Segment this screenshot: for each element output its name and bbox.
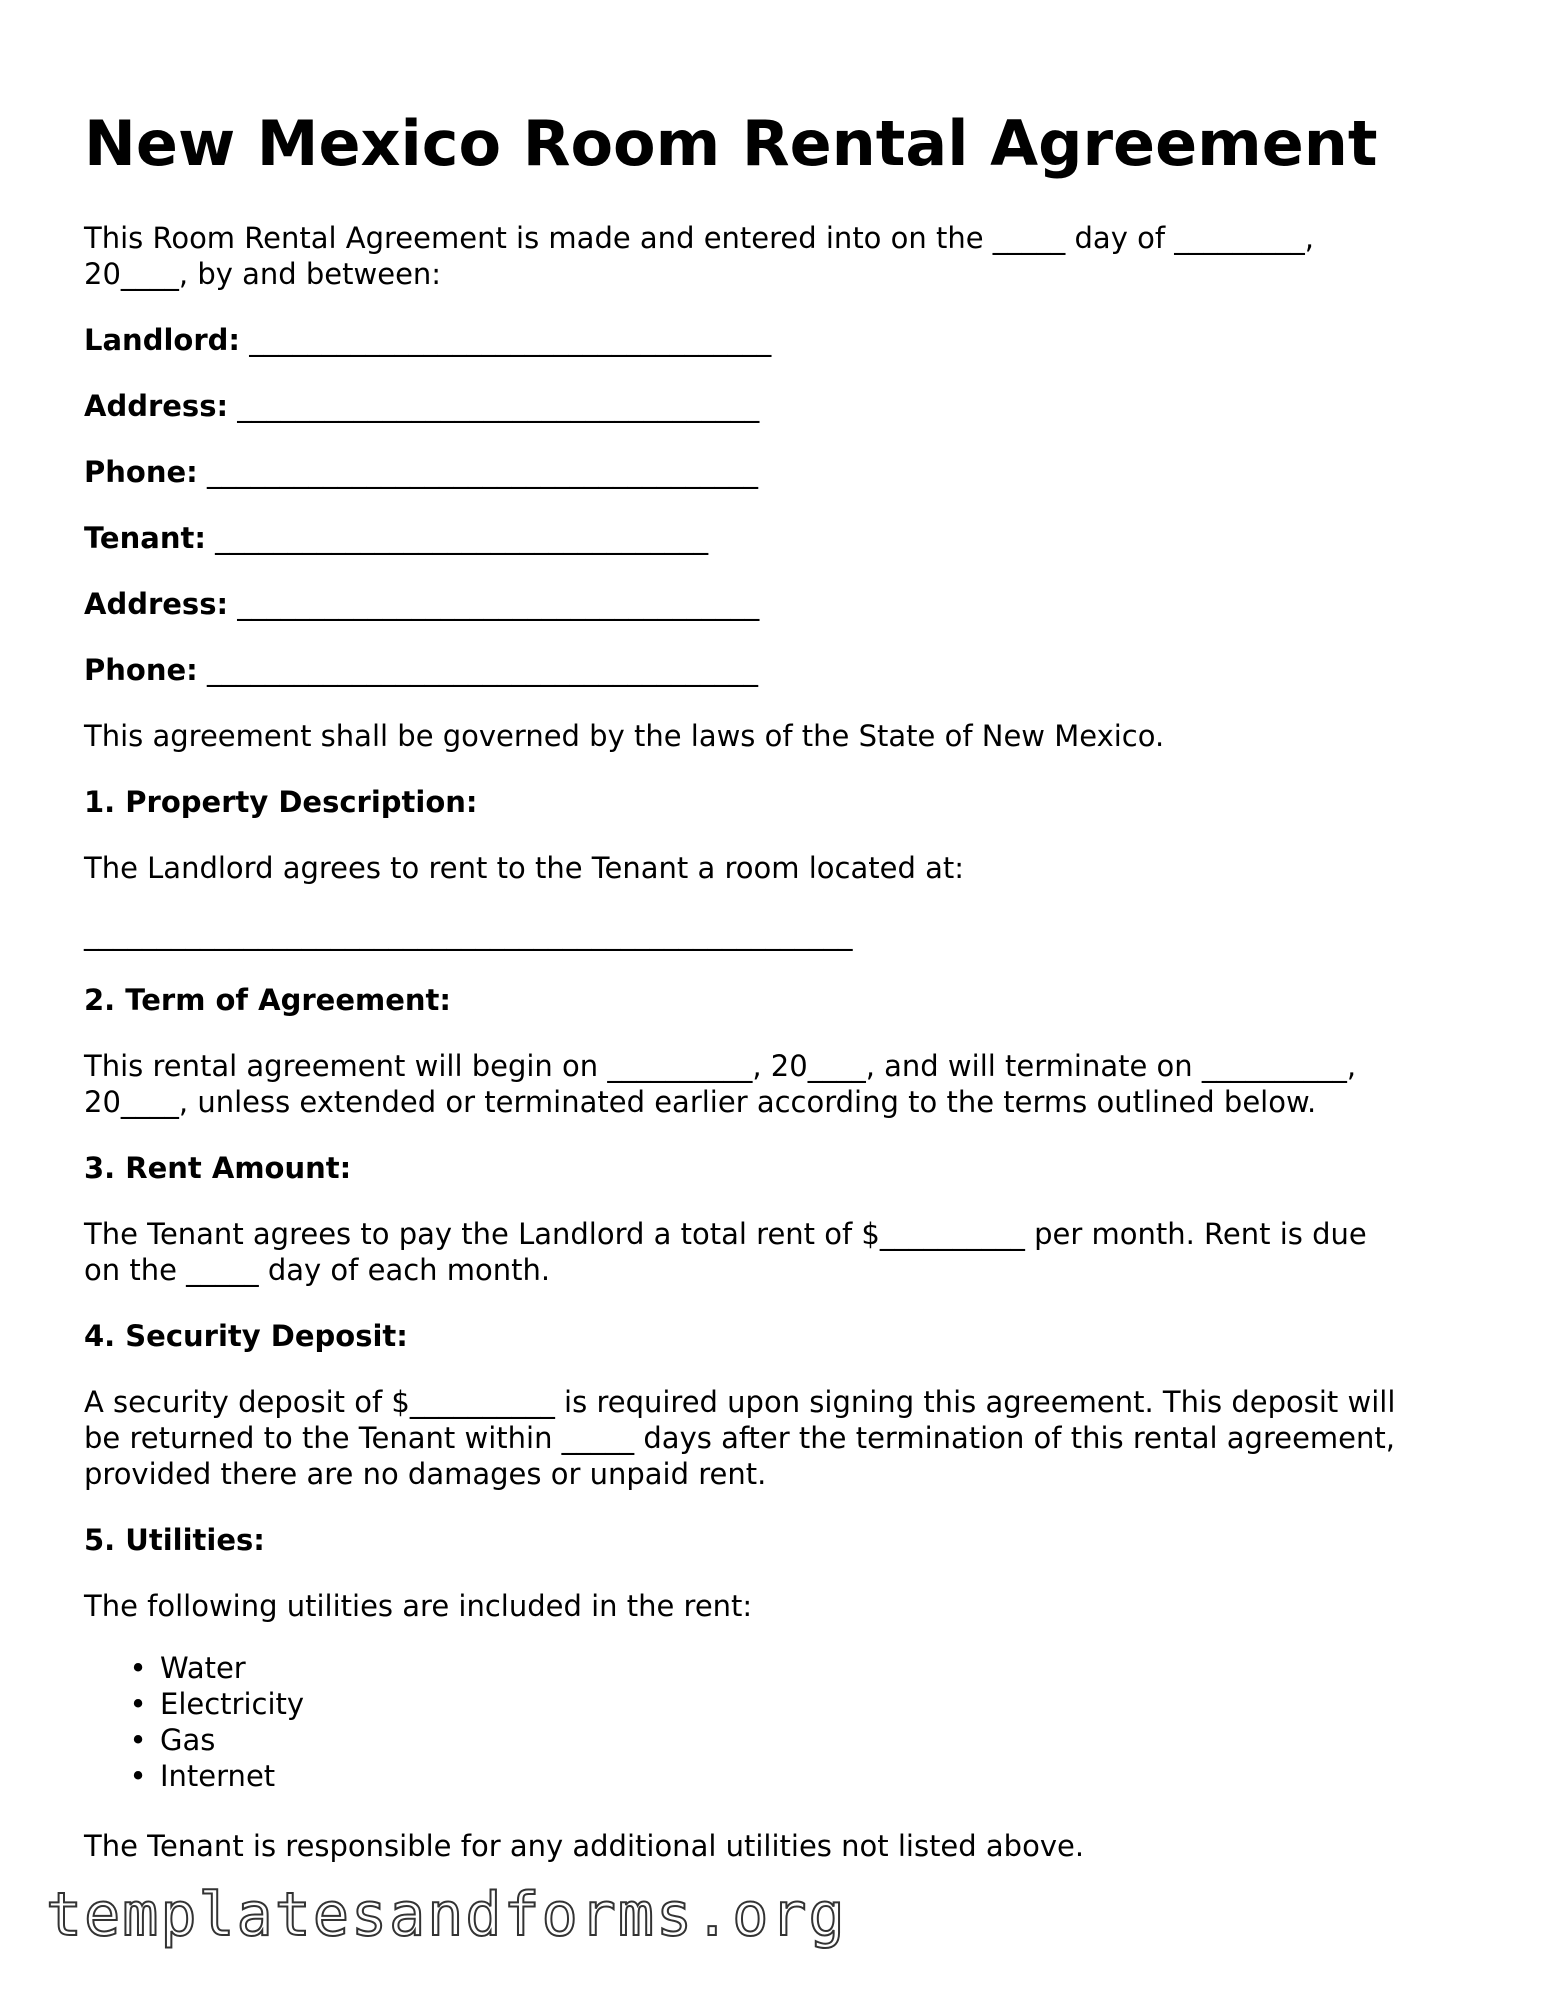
section-deposit-line-1: A security deposit of $__________ is required upon signing this agreement. This deposit will <box>84 1385 1396 1419</box>
list-item <box>128 1722 304 1758</box>
tenant-address-field <box>84 586 759 622</box>
landlord-field <box>84 322 771 358</box>
section-deposit-heading: 4. Security Deposit: <box>84 1319 408 1353</box>
landlord-phone-label: Phone: <box>84 455 198 489</box>
utility-electricity: Electricity <box>160 1687 305 1721</box>
intro-line-1: This Room Rental Agreement is made and entered into on the _____ day of _________, <box>84 221 1314 255</box>
list-item <box>128 1758 304 1794</box>
tenant-address-blank: ____________________________________ <box>228 587 760 621</box>
section-term-heading: 2. Term of Agreement: <box>84 983 451 1017</box>
landlord-label: Landlord: <box>84 323 240 357</box>
landlord-phone-field <box>84 454 758 490</box>
utilities-list <box>128 1650 304 1794</box>
section-property-text: The Landlord agrees to rent to the Tenant a room located at: <box>84 851 964 885</box>
list-item <box>128 1650 304 1686</box>
bullet-icon: • <box>129 1651 147 1685</box>
tenant-field <box>84 520 708 556</box>
section-utilities-heading: 5. Utilities: <box>84 1523 265 1557</box>
tenant-address-label: Address: <box>84 587 229 621</box>
landlord-phone-blank: ______________________________________ <box>197 455 758 489</box>
section-utilities-text: The following utilities are included in the rent: <box>84 1589 753 1623</box>
tenant-phone-field <box>84 652 758 688</box>
bullet-icon: • <box>129 1759 147 1793</box>
tenant-phone-label: Phone: <box>84 653 198 687</box>
section-deposit-line-3: provided there are no damages or unpaid rent. <box>84 1457 767 1491</box>
governing-law-text: This agreement shall be governed by the laws of the State of New Mexico. <box>84 719 1165 753</box>
section-property-blank: _____________________________________________________ <box>84 917 853 951</box>
tenant-phone-blank: ______________________________________ <box>197 653 758 687</box>
landlord-address-field <box>84 388 759 424</box>
section-deposit-line-2: be returned to the Tenant within _____ days after the termination of this rental agreement, <box>84 1421 1395 1455</box>
utility-gas: Gas <box>160 1723 216 1757</box>
document-title: New Mexico Room Rental Agreement <box>84 107 1378 180</box>
utility-water: Water <box>160 1651 246 1685</box>
section-rent-line-2: on the _____ day of each month. <box>84 1253 551 1287</box>
section-term-line-2: 20____, unless extended or terminated earlier according to the terms outlined below. <box>84 1085 1317 1119</box>
landlord-address-blank: ____________________________________ <box>228 389 760 423</box>
watermark-text: templatesandforms.org <box>46 1880 847 1950</box>
tenant-label: Tenant: <box>84 521 206 555</box>
section-term-line-1: This rental agreement will begin on __________, 20____, and will terminate on __________, <box>84 1049 1357 1083</box>
bullet-icon: • <box>129 1723 147 1757</box>
section-property-heading: 1. Property Description: <box>84 785 478 819</box>
list-item <box>128 1686 304 1722</box>
section-utilities-footer: The Tenant is responsible for any additional utilities not listed above. <box>84 1829 1085 1863</box>
landlord-blank: ____________________________________ <box>239 323 772 357</box>
section-rent-heading: 3. Rent Amount: <box>84 1151 352 1185</box>
bullet-icon: • <box>129 1687 147 1721</box>
landlord-address-label: Address: <box>84 389 229 423</box>
utility-internet: Internet <box>160 1759 276 1793</box>
tenant-blank: __________________________________ <box>205 521 709 555</box>
section-rent-line-1: The Tenant agrees to pay the Landlord a total rent of $__________ per month. Rent is due <box>84 1217 1367 1251</box>
intro-line-2: 20____, by and between: <box>84 257 442 291</box>
